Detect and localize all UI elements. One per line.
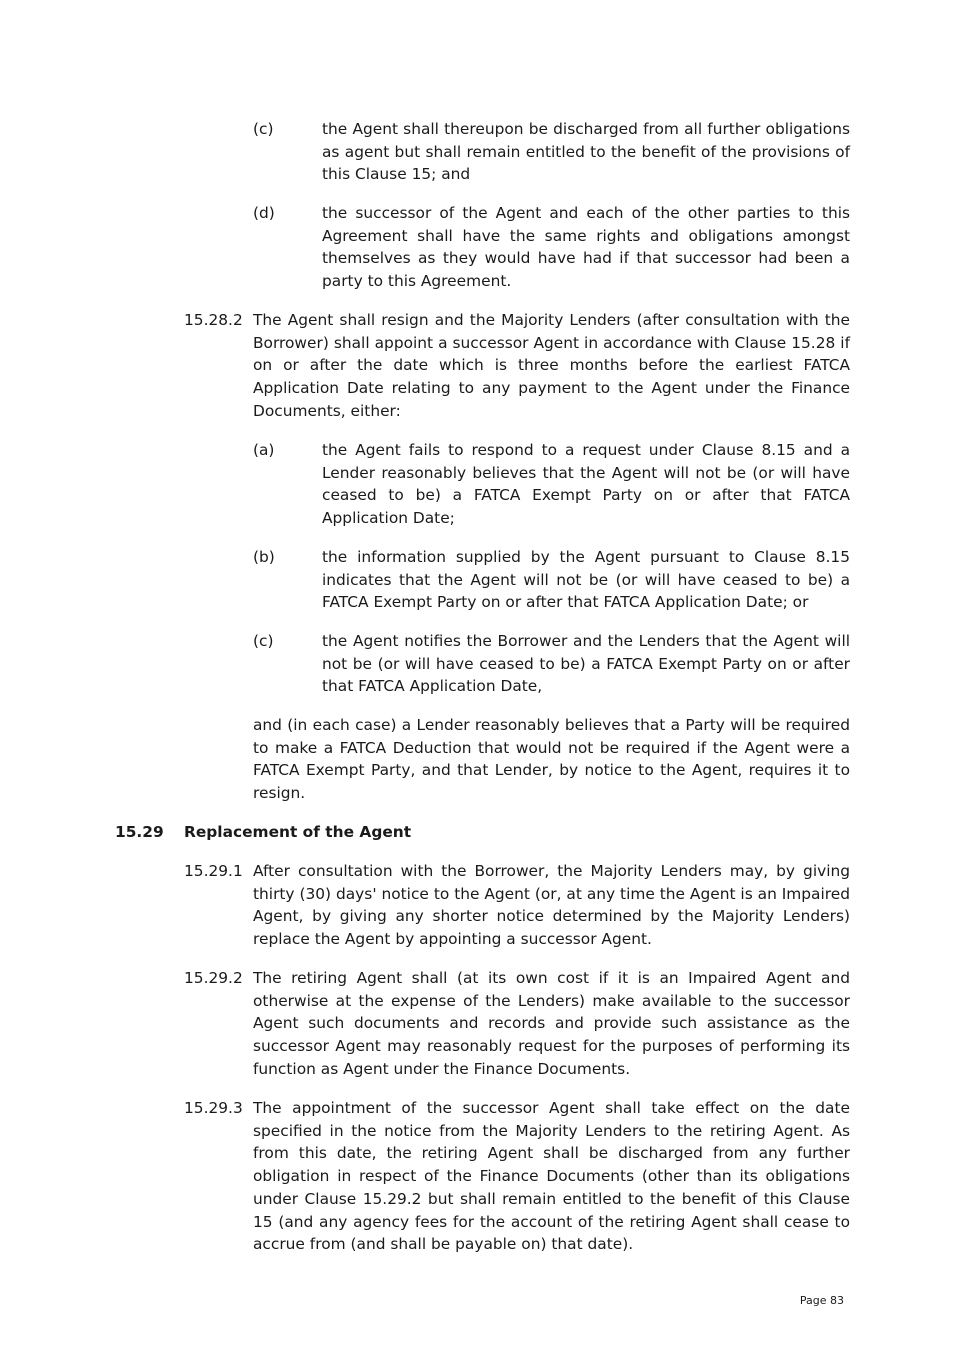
paragraph-c-discharge: the Agent shall thereupon be discharged from all further obligations as agent but shall remain entitled to the benefit of the provisions of this Clause 15; and xyxy=(322,120,850,184)
paragraph-a-fails-to-respond: the Agent fails to respond to a request under Clause 8.15 and a Lender reasonably believes that the Agent will not be (or will have ceased to be) a FATCA Exempt Party on or after that FATCA Application Date; xyxy=(322,441,850,528)
paragraph-d-successor: the successor of the Agent and each of the other parties to this Agreement shall have the same rights and obligations amongst themselves as they would have had if that successor had been a party to this Agreement. xyxy=(322,204,850,291)
clause-15-29-3-text: The appointment of the successor Agent shall take effect on the date specified in the notice from the Majority Lenders to the retiring Agent. As from this date, the retiring Agent shall be discharged from any further obligation in respect of the Finance Documents (other than its obligations under Clause 15.29.2 but shall remain entitled to the benefit of this Clause 15 (and any agency fees for the account of the retiring Agent shall cease to accrue from (and shall be payable on) that date). xyxy=(253,1099,850,1254)
clause-15-29-1-text: After consultation with the Borrower, the Majority Lenders may, by giving thirty (30) days' notice to the Agent (or, at any time the Agent is an Impaired Agent, by giving any shorter notice determined by the Majority Lenders) replace the Agent by appointing a successor Agent. xyxy=(253,862,850,949)
list-marker-c-second: (c) xyxy=(253,632,274,650)
clause-number-15-29-1: 15.29.1 xyxy=(184,862,243,880)
paragraph-c-agent-notifies: the Agent notifies the Borrower and the Lenders that the Agent will not be (or will have ceased to be) a FATCA Exempt Party on or after that FATCA Application Date, xyxy=(322,632,850,696)
paragraph-in-each-case: and (in each case) a Lender reasonably believes that a Party will be required to make a FATCA Deduction that would not be required if the Agent were a FATCA Exempt Party, and that Lender, by notice to the Agent, requires it to resign. xyxy=(253,716,850,803)
section-title-replacement-of-agent: Replacement of the Agent xyxy=(184,823,412,841)
list-marker-a: (a) xyxy=(253,441,275,459)
list-marker-d: (d) xyxy=(253,204,275,222)
clause-number-15-28-2: 15.28.2 xyxy=(184,311,243,329)
paragraph-b-information-supplied: the information supplied by the Agent pursuant to Clause 8.15 indicates that the Agent will not be (or will have ceased to be) a FATCA Exempt Party on or after that FATCA Application Date; or xyxy=(322,548,850,612)
list-marker-c: (c) xyxy=(253,120,274,138)
page-number: Page 83 xyxy=(799,1294,844,1307)
clause-15-29-2-text: The retiring Agent shall (at its own cost if it is an Impaired Agent and otherwise at the expense of the Lenders) make available to the successor Agent such documents and records and provide such assistance as the successor Agent may reasonably request for the purposes of performing its function as Agent under the Finance Documents. xyxy=(253,969,850,1078)
clause-15-28-2-text: The Agent shall resign and the Majority Lenders (after consultation with the Borrower) shall appoint a successor Agent in accordance with Clause 15.28 if on or after the date which is three months before the earliest FATCA Application Date relating to any payment to the Agent under the Finance Documents, either: xyxy=(253,311,850,420)
clause-number-15-29-3: 15.29.3 xyxy=(184,1099,243,1117)
clause-number-15-29-2: 15.29.2 xyxy=(184,969,243,987)
list-marker-b: (b) xyxy=(253,548,275,566)
section-number-15-29: 15.29 xyxy=(115,823,164,841)
